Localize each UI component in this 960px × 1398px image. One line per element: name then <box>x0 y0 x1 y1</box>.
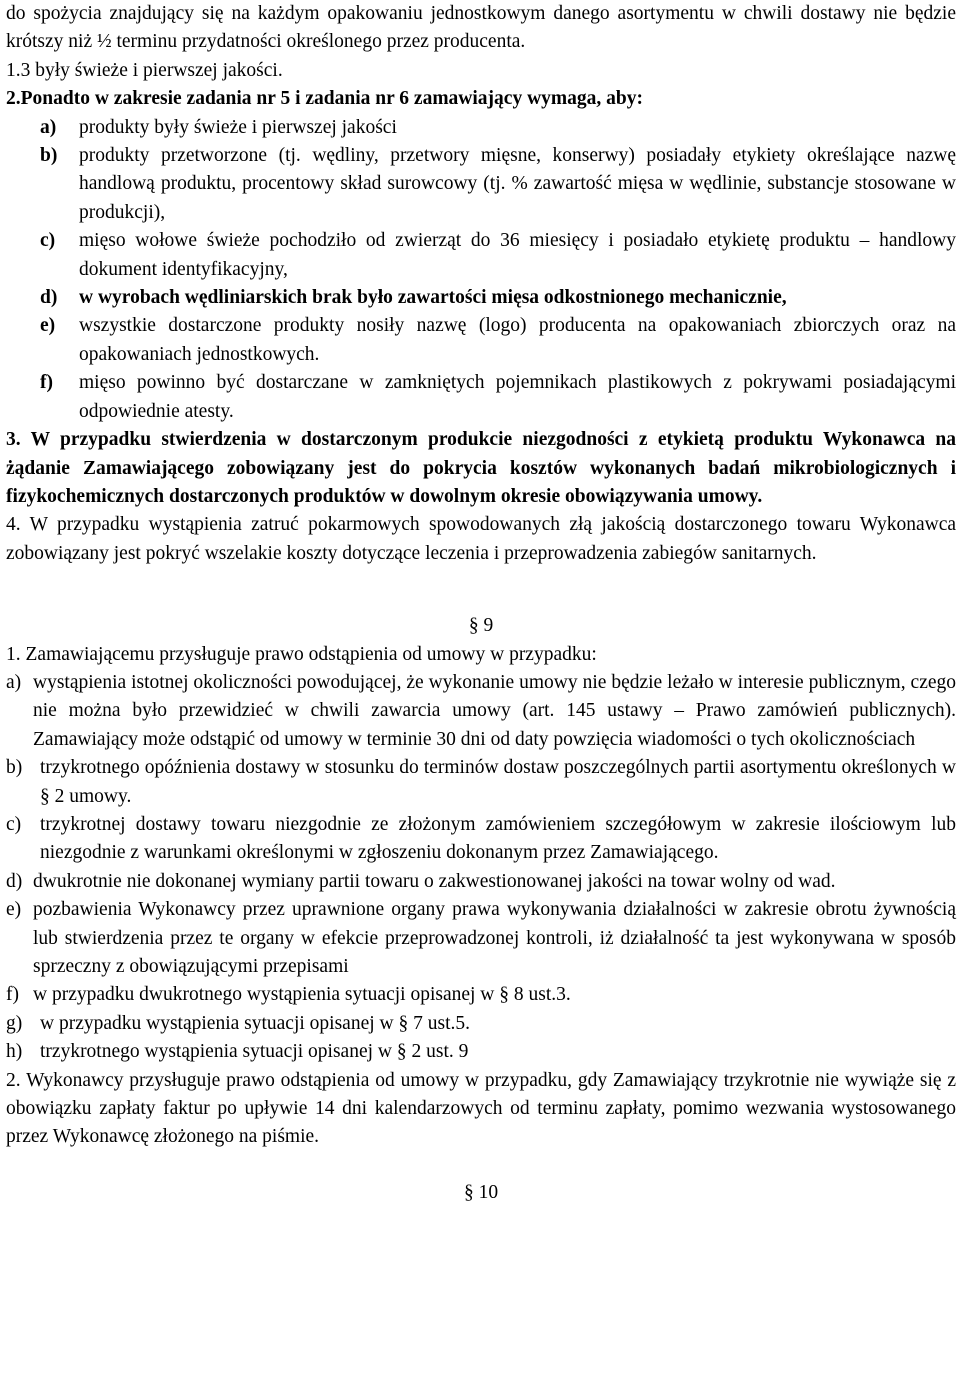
item-text: w wyrobach wędliniarskich brak było zawartości mięsa odkostnionego mechanicznie, <box>79 287 787 309</box>
item-text: w przypadku wystąpienia sytuacji opisanej w § 7 ust.5. <box>40 1012 470 1034</box>
item-text: dwukrotnie nie dokonanej wymiany partii towaru o zakwestionowanej jakości na towar wolny od wad. <box>33 870 836 892</box>
point-1-3: 1.3 były świeże i pierwszej jakości. <box>6 59 283 81</box>
list-item <box>6 227 956 284</box>
item-label: e) <box>6 899 22 921</box>
item-text: wszystkie dostarczone produkty nosiły nazwę (logo) producenta na opakowaniach zbiorczych oraz na opakowaniach jednostkowych. <box>79 315 956 365</box>
item-label: d) <box>6 870 23 892</box>
item-label: f) <box>40 372 53 394</box>
item-label: b) <box>6 757 23 779</box>
spacer <box>6 1152 956 1179</box>
list-item <box>6 754 956 811</box>
item-label: f) <box>6 984 19 1006</box>
list-item <box>6 669 956 754</box>
intro-paragraph: do spożycia znajdujący się na każdym opakowaniu jednostkowym danego asortymentu w chwili dostawy nie będzie krótszy niż ½ terminu przydatności określonego przez producenta. <box>6 3 956 53</box>
point-2-lead: 2.Ponadto w zakresie zadania nr 5 i zadania nr 6 zamawiający wymaga, aby: <box>6 88 643 110</box>
list-item <box>6 896 956 981</box>
point-4: 4. W przypadku wystąpienia zatruć pokarmowych spowodowanych złą jakością dostarczonego towaru Wykonawca zobowiązany jest pokryć wszelakie koszty dotyczące leczenia i przeprowadzenia zabiegów sanitarnych. <box>6 514 956 564</box>
list-item <box>6 1010 956 1038</box>
item-label: d) <box>40 287 58 309</box>
item-label: c) <box>40 230 56 252</box>
item-text: trzykrotnego opóźnienia dostawy w stosunku do terminów dostaw poszczególnych partii asortymentu określonych w § 2 umowy. <box>40 757 956 807</box>
item-text: trzykrotnego wystąpienia sytuacji opisanej w § 2 ust. 9 <box>40 1041 469 1063</box>
item-text: mięso wołowe świeże pochodziło od zwierząt do 36 miesięcy i posiadało etykietę produktu – handlowy dokument identyfikacyjny, <box>79 230 956 280</box>
item-text: produkty przetworzone (tj. wędliny, przetwory mięsne, konserwy) posiadały etykiety określające nazwę handlową produktu, procentowy skład surowcowy (tj. % zawartość mięsa w wędlinie, substancje stosowane w produkcji), <box>79 145 956 223</box>
item-text: wystąpienia istotnej okoliczności powodującej, że wykonanie umowy nie będzie leżało w interesie publicznym, czego nie można było przewidzieć w chwili zawarcia umowy (art. 145 ustawy – Prawo zamówień publicznych). Zamawiający może odstąpić od umowy w terminie 30 dni od daty powzięcia wiadomości o tych okolicznościach <box>33 671 956 750</box>
list-item <box>6 142 956 227</box>
list-item <box>6 312 956 369</box>
section-heading-9: § 9 <box>468 615 494 637</box>
item-text: mięso powinno być dostarczane w zamkniętych pojemnikach plastikowych z pokrywami posiadającymi odpowiednie atesty. <box>79 372 956 422</box>
list-item <box>6 1038 956 1066</box>
list-item <box>6 981 956 1009</box>
item-label: a) <box>40 116 57 138</box>
item-label: h) <box>6 1041 23 1063</box>
item-label: c) <box>6 813 22 835</box>
list-item <box>6 114 956 142</box>
item-label: g) <box>6 1012 23 1034</box>
list-item <box>6 868 956 896</box>
spacer <box>6 568 956 612</box>
item-label: e) <box>40 315 56 337</box>
list-item <box>6 284 956 312</box>
item-text: w przypadku dwukrotnego wystąpienia sytuacji opisanej w § 8 ust.3. <box>33 984 571 1006</box>
section-9-p2: 2. Wykonawcy przysługuje prawo odstąpienia od umowy w przypadku, gdy Zamawiający trzykrotnie nie wywiąże się z obowiązku zapłaty faktur po upływie 14 dni kalendarzowych od terminu zapłaty, pomimo wezwania wystosowanego przez Wykonawcę złożonego na piśmie. <box>6 1069 956 1148</box>
item-label: a) <box>6 671 22 693</box>
list-item <box>6 811 956 868</box>
list-item <box>6 369 956 426</box>
point-3: 3. W przypadku stwierdzenia w dostarczonym produkcie niezgodności z etykietą produktu Wykonawca na żądanie Zamawiającego zobowiązany jest do pokrycia kosztów wykonanych badań mikrobiologicznych i fizykochemicznych dostarczonych produktów w dowolnym okresie obowiązywania umowy. <box>6 429 956 507</box>
item-label: b) <box>40 145 58 167</box>
item-text: produkty były świeże i pierwszej jakości <box>79 116 397 138</box>
item-text: trzykrotnej dostawy towaru niezgodnie ze złożonym zamówieniem szczegółowym w zakresie ilościowym lub niezgodnie z warunkami określonymi w zgłoszeniu dokonanym przez Zamawiającego. <box>40 813 956 864</box>
section-9-p1-lead: 1. Zamawiającemu przysługuje prawo odstąpienia od umowy w przypadku: <box>6 643 597 665</box>
item-text: pozbawienia Wykonawcy przez uprawnione organy prawa wykonywania działalności w zakresie obrotu żywnością lub stwierdzenia przez te organy w efekcie przeprowadzonej kontroli, iż działalność ta jest wykonywana w sposób sprzeczny z obowiązującymi przepisami <box>33 899 956 977</box>
section-heading-10: § 10 <box>463 1181 499 1203</box>
document-page <box>6 0 956 1207</box>
